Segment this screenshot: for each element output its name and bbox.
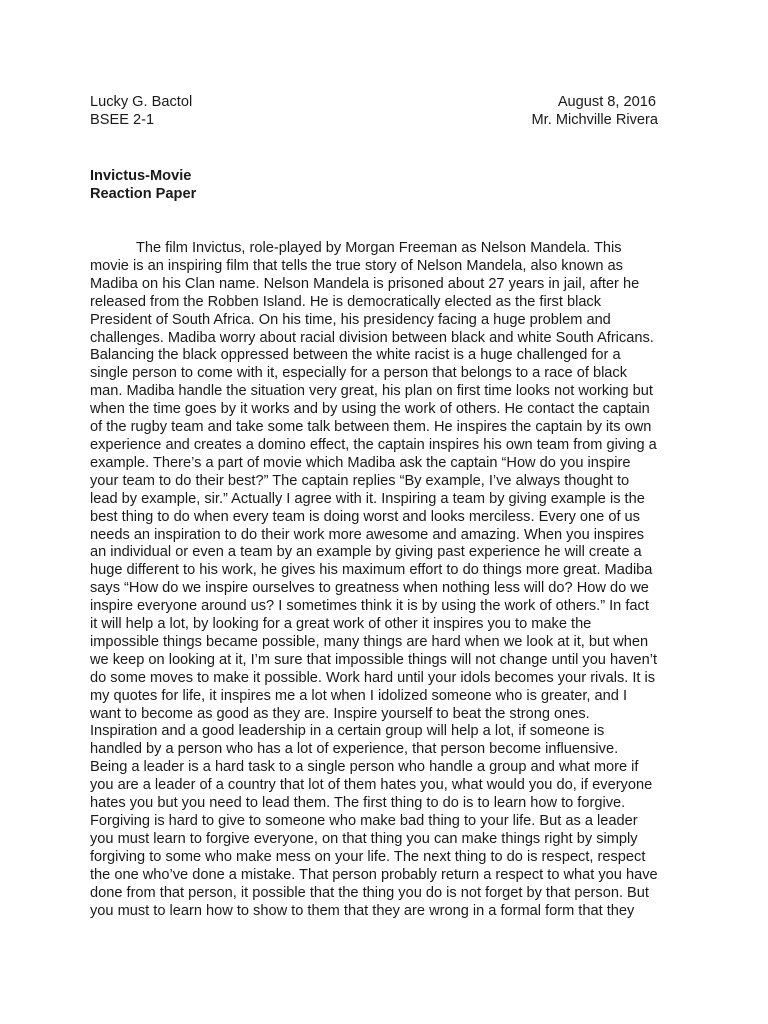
title-line-2: Reaction Paper: [90, 186, 197, 202]
body-line: want to become as good as they are. Inspire yourself to beat the strong ones.: [90, 705, 590, 722]
body-line: Inspiration and a good leadership in a certain group will help a lot, if someone is: [90, 723, 605, 740]
body-line: do some moves to make it possible. Work hard until your idols becomes your rivals. It is: [90, 669, 656, 686]
body-line: Madiba on his Clan name. Nelson Mandela is prisoned about 27 years in jail, after he: [90, 275, 640, 292]
paper-date: August 8, 2016: [557, 94, 656, 110]
body-line: experience and creates a domino effect, the captain inspires his own team from giving a: [90, 436, 657, 453]
instructor-name: Mr. Michville Rivera: [531, 112, 658, 128]
body-line: it will help a lot, by looking for a great work of other it inspires you to make the: [90, 616, 592, 633]
body-line: released from the Robben Island. He is democratically elected as the first black: [90, 293, 602, 310]
body-line: Forgiving is hard to give to someone who make bad thing to your life. But as a leader: [90, 813, 638, 829]
body-line: you must learn to forgive everyone, on that thing you can make things right by simply: [90, 830, 638, 847]
body-line: my quotes for life, it inspires me a lot when I idolized someone who is greater, and I: [90, 687, 627, 704]
body-line: needs an inspiration to do their work more awesome and amazing. When you inspires: [90, 526, 645, 543]
body-line: movie is an inspiring film that tells the true story of Nelson Mandela, also known as: [90, 257, 623, 274]
course-section: BSEE 2-1: [90, 112, 155, 128]
title-line-1: Invictus-Movie: [90, 168, 192, 184]
body-line: handled by a person who has a lot of experience, that person become influensive.: [90, 741, 619, 758]
body-line: best thing to do when every team is doing worst and looks merciless. Every one of us: [90, 508, 640, 525]
body-paragraph: [90, 240, 660, 920]
body-line: your team to do their best?” The captain replies “By example, I’ve always thought to: [90, 472, 630, 489]
body-line: impossible things became possible, many things are hard when we look at it, but when: [90, 633, 649, 650]
body-line: single person to come with it, especially for a person that belongs to a race of black: [90, 365, 628, 382]
body-line: inspire everyone around us? I sometimes think it is by using the work of others.” In fact: [90, 598, 649, 615]
body-line: you are a leader of a country that lot of them hates you, what would you do, if everyone: [90, 777, 653, 794]
body-line: when the time goes by it works and by using the work of others. He contact the captain: [90, 401, 650, 418]
body-line: Being a leader is a hard task to a single person who handle a group and what more if: [90, 759, 639, 776]
body-line: of the rugby team and take some talk between them. He inspires the captain by its own: [90, 419, 652, 436]
body-line: you must to learn how to show to them that they are wrong in a formal form that they: [90, 902, 635, 919]
body-line: challenges. Madiba worry about racial division between black and white South Africans.: [90, 329, 654, 346]
body-line: an individual or even a team by an example by giving past experience he will create a: [90, 544, 642, 561]
paper-title: [90, 167, 196, 203]
body-line: man. Madiba handle the situation very great, his plan on first time looks not working but: [90, 383, 653, 400]
body-line: hates you but you need to lead them. The first thing to do is to learn how to forgive.: [90, 795, 626, 812]
body-line: President of South Africa. On his time, his presidency facing a huge problem and: [90, 311, 611, 328]
body-line: done from that person, it possible that the thing you do is not forget by that person. But: [90, 884, 649, 901]
body-line: huge different to his work, he gives his maximum effort to do things more great. Madiba: [90, 562, 653, 579]
body-line: lead by example, sir.” Actually I agree with it. Inspiring a team by giving example is the: [90, 490, 645, 507]
author-name: Lucky G. Bactol: [90, 94, 193, 110]
body-line: says “How do we inspire ourselves to greatness when nothing less will do? How do we: [90, 580, 649, 597]
body-line: forgiving to some who make mess on your life. The next thing to do is respect, respect: [90, 848, 646, 865]
body-line: example. There’s a part of movie which Madiba ask the captain “How do you inspire: [90, 454, 631, 471]
body-line: we keep on looking at it, I’m sure that impossible things will not change until you haven’t: [90, 651, 658, 668]
body-line: The film Invictus, role-played by Morgan Freeman as Nelson Mandela. This: [136, 240, 622, 256]
body-line: Balancing the black oppressed between the white racist is a huge challenged for a: [90, 347, 621, 364]
body-line: the one who’ve done a mistake. That person probably return a respect to what you have: [90, 866, 658, 883]
